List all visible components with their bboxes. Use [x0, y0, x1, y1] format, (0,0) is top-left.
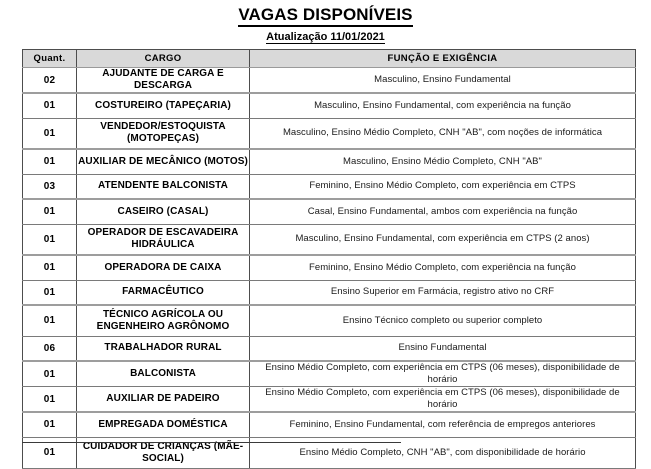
- cell-cargo: OPERADOR DE ESCAVADEIRA HIDRÁULICA: [77, 224, 250, 255]
- table-row: [23, 412, 636, 437]
- cell-quant: 03: [23, 174, 77, 199]
- cell-quant: 01: [23, 412, 77, 437]
- column-header-quant: Quant.: [23, 50, 77, 68]
- table-body: [23, 68, 636, 469]
- table-row: [23, 149, 636, 174]
- cell-cargo: OPERADORA DE CAIXA: [77, 255, 250, 280]
- cell-quant: 01: [23, 93, 77, 118]
- cell-cargo: FARMACÊUTICO: [77, 280, 250, 305]
- cell-cargo: EMPREGADA DOMÉSTICA: [77, 412, 250, 437]
- cell-quant: 01: [23, 361, 77, 387]
- cell-funcao: Ensino Superior em Farmácia, registro ativo no CRF: [250, 280, 636, 305]
- table-row: [23, 118, 636, 149]
- page-subtitle: [0, 31, 651, 44]
- page-title: [0, 5, 651, 25]
- cell-funcao: Masculino, Ensino Fundamental: [250, 68, 636, 94]
- cell-quant: 02: [23, 68, 77, 94]
- table-header: [23, 50, 636, 68]
- cell-funcao: Feminino, Ensino Fundamental, com referência de empregos anteriores: [250, 412, 636, 437]
- cell-funcao: Masculino, Ensino Fundamental, com experiência em CTPS (2 anos): [250, 224, 636, 255]
- table-row: [23, 387, 636, 413]
- cell-funcao: Casal, Ensino Fundamental, ambos com experiência na função: [250, 199, 636, 224]
- cell-funcao: Ensino Fundamental: [250, 336, 636, 361]
- cell-funcao: Masculino, Ensino Médio Completo, CNH "AB", com noções de informática: [250, 118, 636, 149]
- table-row: [23, 224, 636, 255]
- cell-quant: 01: [23, 280, 77, 305]
- table-row: [23, 305, 636, 336]
- table-row: [23, 336, 636, 361]
- document-page: [0, 5, 651, 464]
- cell-funcao: Feminino, Ensino Médio Completo, com experiência em CTPS: [250, 174, 636, 199]
- cell-cargo: VENDEDOR/ESTOQUISTA (MOTOPEÇAS): [77, 118, 250, 149]
- cell-funcao: Masculino, Ensino Médio Completo, CNH "AB": [250, 149, 636, 174]
- cell-funcao: Ensino Médio Completo, com experiência em CTPS (06 meses), disponibilidade de horário: [250, 361, 636, 387]
- cell-funcao: Masculino, Ensino Fundamental, com experiência na função: [250, 93, 636, 118]
- cell-quant: 01: [23, 149, 77, 174]
- cell-funcao: Ensino Médio Completo, com experiência em CTPS (06 meses), disponibilidade de horário: [250, 387, 636, 413]
- cell-quant: 01: [23, 224, 77, 255]
- table-row: [23, 93, 636, 118]
- cell-cargo: TRABALHADOR RURAL: [77, 336, 250, 361]
- cell-quant: 01: [23, 387, 77, 413]
- cell-cargo: AUXILIAR DE PADEIRO: [77, 387, 250, 413]
- vacancies-table-container: [22, 49, 635, 469]
- cell-funcao: Ensino Técnico completo ou superior completo: [250, 305, 636, 336]
- page-title-text: VAGAS DISPONÍVEIS: [238, 5, 412, 27]
- column-header-funcao: FUNÇÃO E EXIGÊNCIA: [250, 50, 636, 68]
- table-row: [23, 199, 636, 224]
- footer-divider: [22, 442, 401, 443]
- cell-quant: 01: [23, 305, 77, 336]
- cell-cargo: AJUDANTE DE CARGA E DESCARGA: [77, 68, 250, 94]
- cell-cargo: AUXILIAR DE MECÂNICO (MOTOS): [77, 149, 250, 174]
- table-row: [23, 361, 636, 387]
- cell-funcao: Ensino Médio Completo, CNH "AB", com disponibilidade de horário: [250, 437, 636, 468]
- page-subtitle-text: Atualização 11/01/2021: [266, 31, 385, 43]
- cell-cargo: CUIDADOR DE CRIANÇAS (MÃE-SOCIAL): [77, 437, 250, 468]
- cell-quant: 01: [23, 255, 77, 280]
- cell-quant: 01: [23, 199, 77, 224]
- column-header-cargo: CARGO: [77, 50, 250, 68]
- cell-cargo: TÉCNICO AGRÍCOLA OU ENGENHEIRO AGRÔNOMO: [77, 305, 250, 336]
- cell-cargo: COSTUREIRO (TAPEÇARIA): [77, 93, 250, 118]
- table-row: [23, 68, 636, 94]
- cell-quant: 01: [23, 118, 77, 149]
- cell-cargo: BALCONISTA: [77, 361, 250, 387]
- cell-quant: 06: [23, 336, 77, 361]
- cell-cargo: ATENDENTE BALCONISTA: [77, 174, 250, 199]
- cell-cargo: CASEIRO (CASAL): [77, 199, 250, 224]
- vacancies-table: [22, 49, 636, 469]
- table-row: [23, 174, 636, 199]
- table-header-row: [23, 50, 636, 68]
- cell-funcao: Feminino, Ensino Médio Completo, com experiência na função: [250, 255, 636, 280]
- table-row: [23, 280, 636, 305]
- table-row: [23, 255, 636, 280]
- cell-quant: 01: [23, 437, 77, 468]
